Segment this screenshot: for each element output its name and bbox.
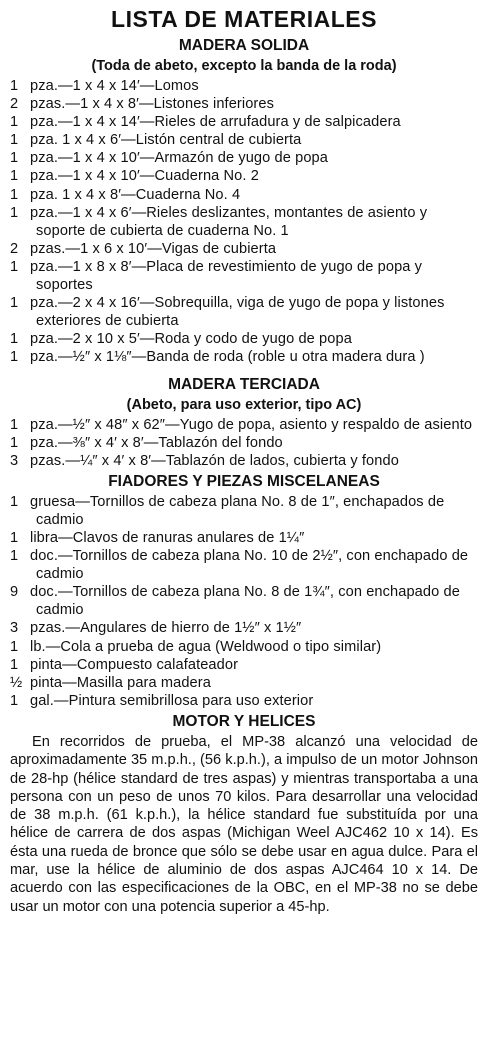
item-quantity: 1 <box>10 638 19 655</box>
item-text: doc.—Tornillos de cabeza plana No. 10 de 2½″, con enchapado de cadmio <box>30 548 469 583</box>
item-text: pinta—Compuesto calafateador <box>30 656 239 673</box>
page-title: LISTA DE MATERIALES <box>111 6 377 32</box>
item-quantity: 3 <box>10 620 19 637</box>
item-quantity: 1 <box>10 692 19 709</box>
item-text: pza.—½″ x 1⅛″—Banda de roda (roble u otra madera dura ) <box>30 349 425 366</box>
item-text: gruesa—Tornillos de cabeza plana No. 8 de 1″, enchapados de cadmio <box>30 493 445 528</box>
item-text: libra—Clavos de ranuras anulares de 1¼″ <box>30 529 305 546</box>
motor-paragraph: En recorridos de prueba, el MP-38 alcanzó una velocidad de aproximadamente 35 m.p.h., (56 k.p.h.), a impulso de un motor Johnson de 28-hp (hélice standard de tres aspas) y mientras transportaba a una persona con un peso de unos 70 kilos. Para desarrollar una velocidad de 38 m.p.h. (61 k.p.h.), la hélice standard fue substituída por una hélice de carrera de dos aspas (Michigan Weel AJC462 10 x 14). Es ésta una rueda de bronce que sólo se debe usar en agua dulce. Para el mar, use la hélice de aluminio de dos aspas AJC464 10 x 14. De acuerdo con las especificaciones de la OBC, en el MP-38 no se debe usar un motor con una potencia superior a 45-hp. <box>10 733 478 915</box>
list-item <box>10 452 478 470</box>
list-item <box>10 330 478 348</box>
list-item <box>10 692 478 710</box>
item-text: pza.—1 x 4 x 14′—Rieles de arrufadura y de salpicadera <box>30 114 401 131</box>
item-quantity: 1 <box>10 416 19 433</box>
list-item <box>10 674 478 692</box>
list-item <box>10 186 478 204</box>
list-item <box>10 240 478 258</box>
item-text: pzas.—Angulares de hierro de 1½″ x 1½″ <box>30 620 302 637</box>
item-quantity: 1 <box>10 529 19 546</box>
section-subheading: (Abeto, para uso exterior, tipo AC) <box>126 396 362 413</box>
item-quantity: 9 <box>10 584 19 601</box>
section-heading: FIADORES Y PIEZAS MISCELANEAS <box>108 472 380 490</box>
item-quantity: 2 <box>10 96 19 113</box>
list-item <box>10 149 478 167</box>
item-quantity: 1 <box>10 186 19 203</box>
list-item <box>10 131 478 149</box>
item-text: pza.—2 x 4 x 16′—Sobrequilla, viga de yugo de popa y listones exteriores de cubierta <box>30 295 445 330</box>
section-fiadores <box>10 472 478 710</box>
materials-list <box>10 416 478 470</box>
item-text: pzas.—1 x 4 x 8′—Listones inferiores <box>30 96 274 113</box>
item-text: pza.—1 x 8 x 8′—Placa de revestimiento de yugo de popa y soportes <box>30 258 423 294</box>
list-item <box>10 656 478 674</box>
item-quantity: 1 <box>10 434 19 451</box>
section-heading: MADERA SOLIDA <box>178 37 310 54</box>
item-text: pza.—½″ x 48″ x 62″—Yugo de popa, asiento y respaldo de asiento <box>30 416 473 433</box>
item-quantity: 1 <box>10 349 19 366</box>
item-text: pinta—Masilla para madera <box>30 674 211 691</box>
materials-list <box>10 77 478 367</box>
item-quantity: 1 <box>10 150 19 167</box>
list-item <box>10 77 478 95</box>
item-quantity: 3 <box>10 452 19 469</box>
item-quantity: 1 <box>10 548 19 565</box>
item-quantity: ½ <box>10 674 23 691</box>
section-heading: MOTOR Y HELICES <box>172 712 316 730</box>
item-quantity: 1 <box>10 168 19 185</box>
item-text: pza. 1 x 4 x 8′—Cuaderna No. 4 <box>30 186 241 203</box>
list-item <box>10 619 478 637</box>
materials-list <box>10 493 478 710</box>
section-madera-terciada <box>10 375 478 470</box>
section-motor <box>10 712 478 916</box>
list-item <box>10 167 478 185</box>
item-quantity: 1 <box>10 114 19 131</box>
list-item <box>10 416 478 434</box>
section-subheading: (Toda de abeto, excepto la banda de la roda) <box>91 58 397 74</box>
item-quantity: 1 <box>10 204 19 221</box>
item-quantity: 1 <box>10 656 19 673</box>
item-text: pzas.—1 x 6 x 10′—Vigas de cubierta <box>30 240 277 257</box>
list-item <box>10 204 478 240</box>
item-text: pzas.—¼″ x 4′ x 8′—Tablazón de lados, cubierta y fondo <box>30 452 399 469</box>
item-text: pza.—2 x 10 x 5′—Roda y codo de yugo de popa <box>30 331 352 348</box>
item-text: pza.—1 x 4 x 6′—Rieles deslizantes, montantes de asiento y soporte de cubierta de cuaderna No. 1 <box>30 204 428 239</box>
item-quantity: 1 <box>10 258 19 275</box>
item-quantity: 1 <box>10 331 19 348</box>
section-heading: MADERA TERCIADA <box>168 375 320 393</box>
list-item <box>10 294 478 330</box>
list-item <box>10 547 478 583</box>
item-text: pza.—1 x 4 x 14′—Lomos <box>30 78 199 94</box>
item-text: pza.—1 x 4 x 10′—Armazón de yugo de popa <box>30 150 328 167</box>
list-item <box>10 493 478 529</box>
item-quantity: 1 <box>10 295 19 312</box>
item-text: pza. 1 x 4 x 6′—Listón central de cubierta <box>30 132 302 149</box>
list-item <box>10 95 478 113</box>
item-quantity: 2 <box>10 240 19 257</box>
item-text: doc.—Tornillos de cabeza plana No. 8 de 1¾″, con enchapado de cadmio <box>30 584 460 619</box>
list-item <box>10 258 478 294</box>
list-item <box>10 113 478 131</box>
item-quantity: 1 <box>10 132 19 149</box>
list-item <box>10 348 478 366</box>
item-text: gal.—Pintura semibrillosa para uso exterior <box>30 692 314 709</box>
item-quantity: 1 <box>10 493 19 510</box>
list-item <box>10 434 478 452</box>
item-text: lb.—Cola a prueba de agua (Weldwood o tipo similar) <box>30 638 382 655</box>
item-text: pza.—⅜″ x 4′ x 8′—Tablazón del fondo <box>30 434 283 451</box>
list-item <box>10 638 478 656</box>
item-quantity: 1 <box>10 78 19 94</box>
item-text: pza.—1 x 4 x 10′—Cuaderna No. 2 <box>30 168 259 185</box>
list-item <box>10 529 478 547</box>
list-item <box>10 583 478 619</box>
section-madera-solida <box>10 36 478 367</box>
